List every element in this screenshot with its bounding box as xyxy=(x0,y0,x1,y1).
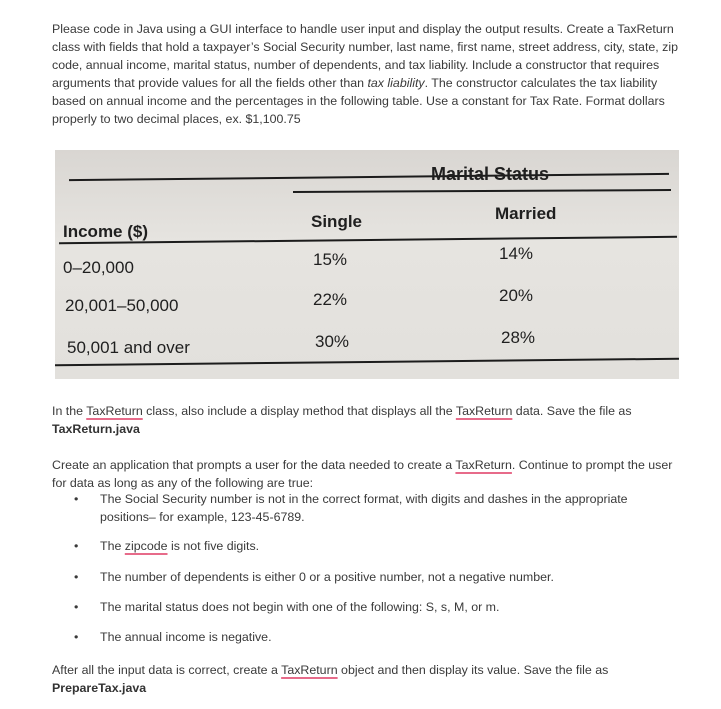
row-2-married: 20% xyxy=(499,286,534,305)
application-paragraph xyxy=(52,456,682,492)
display-method-paragraph xyxy=(52,402,682,438)
app-text-1: Create an application that prompts a user for the data needed to create a xyxy=(52,458,456,472)
spellcheck-word: zipcode xyxy=(124,539,168,553)
bullet-icon: • xyxy=(74,492,79,506)
spellcheck-word: TaxReturn xyxy=(281,663,338,677)
bullet-icon: • xyxy=(74,539,79,553)
spellcheck-word: TaxReturn xyxy=(86,404,143,418)
final-text-2: object and then display its value. Save the file as xyxy=(337,663,609,677)
row-3-single: 30% xyxy=(315,332,350,351)
marital-status-header: Marital Status xyxy=(431,164,550,184)
bullet-icon: • xyxy=(74,600,79,614)
header-rule xyxy=(59,236,677,244)
bullet-icon: • xyxy=(74,630,79,644)
filename-taxreturn: TaxReturn.java xyxy=(52,422,140,436)
row-3-income: 50,001 and over xyxy=(67,338,190,357)
row-1-married: 14% xyxy=(499,244,534,263)
intro-text-end: . The constructor calculates the tax liability based on annual income and the percentages in the following table. Use a constant for Tax Rate. Format dollars properly to two decimal places, ex. $1,100.75 xyxy=(52,76,665,126)
group-header-rule xyxy=(293,189,671,192)
spellcheck-word: TaxReturn xyxy=(455,458,512,472)
single-header: Single xyxy=(311,212,363,231)
display-text-3: data. Save the file as xyxy=(512,404,632,418)
row-1-income: 0–20,000 xyxy=(63,258,134,277)
display-text-2: class, also include a display method that displays all the xyxy=(142,404,456,418)
bullet-text-part: The xyxy=(100,539,125,553)
bullet-text: The number of dependents is either 0 or a positive number, not a negative number. xyxy=(100,570,554,584)
table-bottom-rule xyxy=(55,358,679,367)
bullet-text xyxy=(100,537,680,555)
income-header: Income ($) xyxy=(63,222,149,241)
app-text-2: . Continue to prompt the user for data as long as any of the following are true: xyxy=(52,458,673,490)
bullet-icon: • xyxy=(74,570,79,584)
final-text-1: After all the input data is correct, create a xyxy=(52,663,282,677)
tax-rate-table-photo xyxy=(55,150,679,379)
married-header: Married xyxy=(495,204,557,223)
table-top-rule xyxy=(69,173,669,181)
bullet-text: The Social Security number is not in the correct format, with digits and dashes in the appropriate positions– for example, 123-45-6789. xyxy=(100,492,628,524)
filename-preparetax: PrepareTax.java xyxy=(52,681,147,695)
bullet-text-part: is not five digits. xyxy=(167,539,260,553)
spellcheck-word: TaxReturn xyxy=(455,404,513,418)
row-3-married: 28% xyxy=(501,328,536,347)
bullet-text: The marital status does not begin with one of the following: S, s, M, or m. xyxy=(100,600,500,614)
intro-text: Please code in Java using a GUI interface to handle user input and display the output results. Create a TaxReturn class with fields that hold a taxpayer’s Social Security number, last name, first name, street address, city, state, zip code, annual income, marital status, number of dependents, and tax liability. Include a constructor that requires arguments that provide values for all the fields other than xyxy=(52,22,679,90)
display-text-1: In the xyxy=(52,404,87,418)
intro-paragraph xyxy=(52,20,682,128)
row-1-single: 15% xyxy=(313,250,348,269)
row-2-single: 22% xyxy=(313,290,348,309)
row-2-income: 20,001–50,000 xyxy=(65,296,179,315)
final-paragraph xyxy=(52,661,682,697)
bullet-text: The annual income is negative. xyxy=(100,630,272,644)
intro-italic: tax liability xyxy=(367,76,425,90)
